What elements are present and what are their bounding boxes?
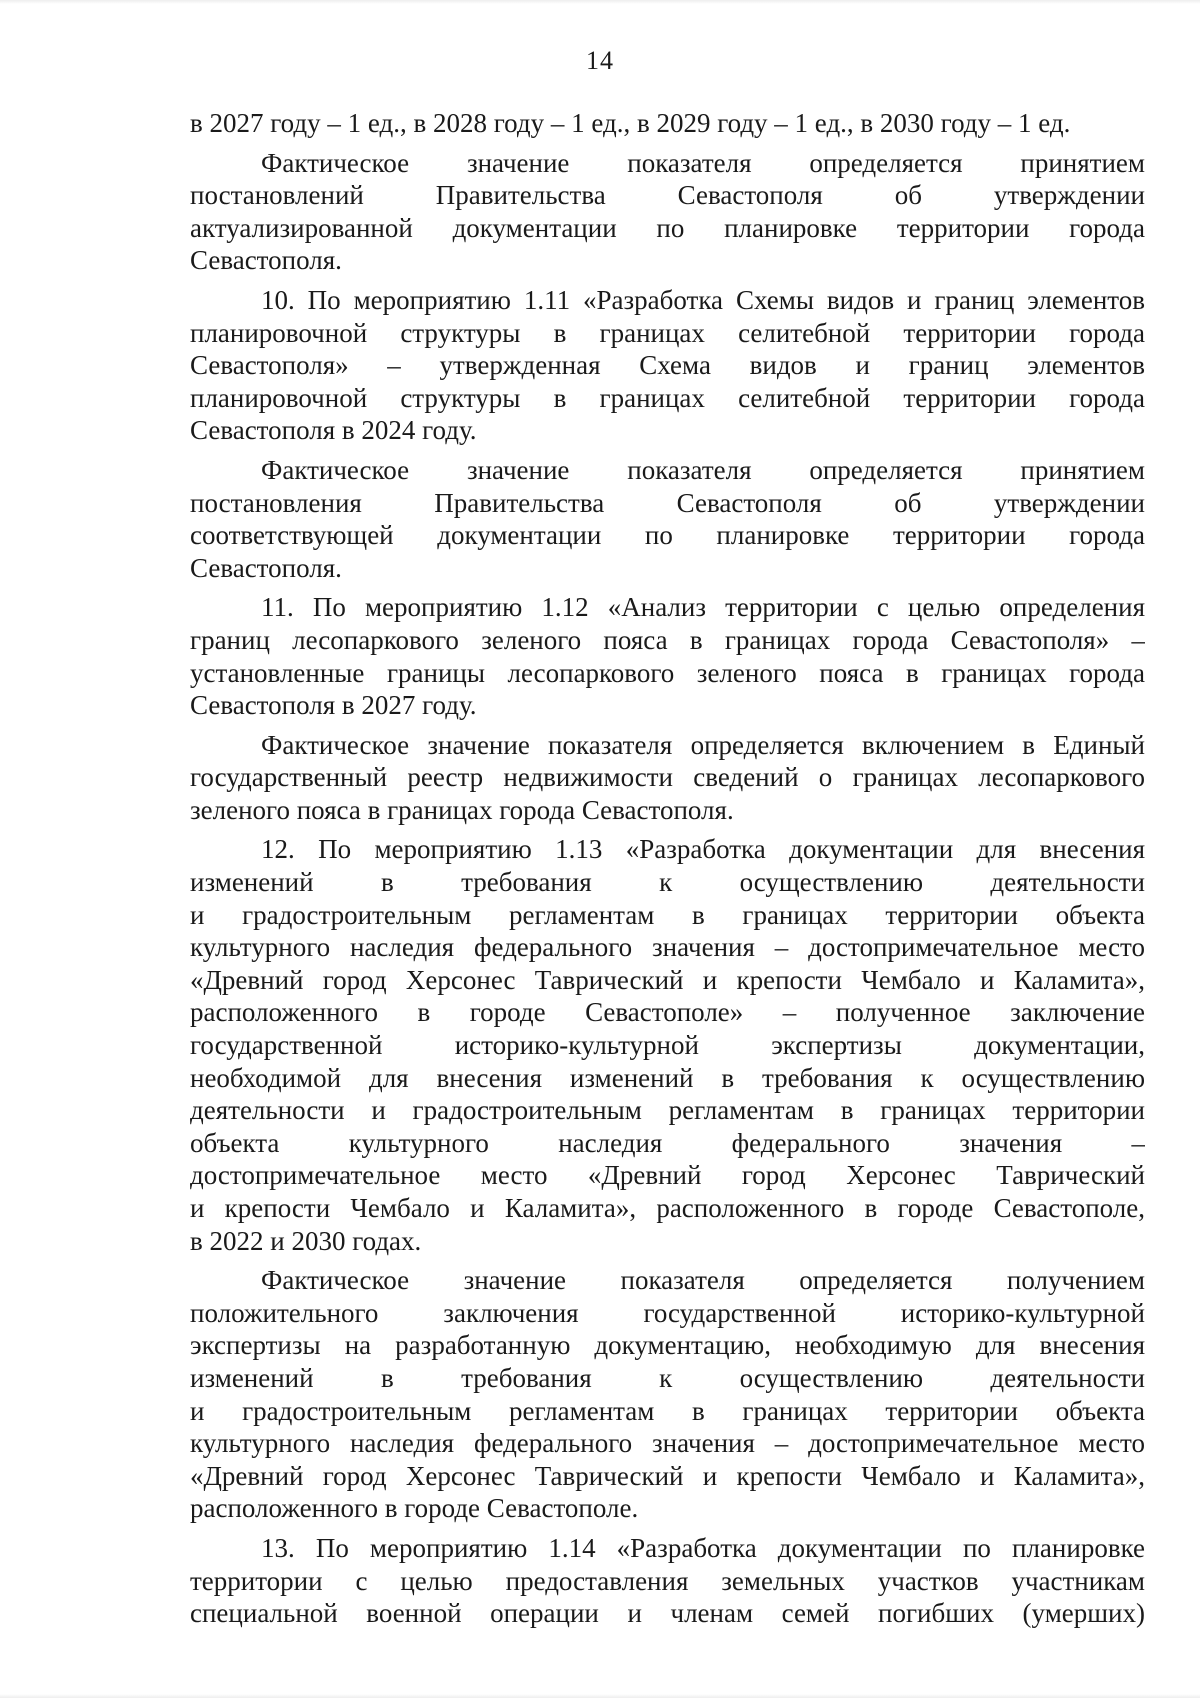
- text-line: Фактическое значение показателя определяется получением: [261, 1265, 1145, 1296]
- text-line: планировочной структуры в границах селитебной территории города: [190, 317, 1145, 348]
- paragraph: [190, 1264, 1145, 1525]
- paragraph: [190, 147, 1145, 277]
- page-number: 14: [586, 46, 614, 75]
- text-line: Фактическое значение показателя определяется включением в Единый: [261, 729, 1145, 760]
- document-body: [190, 107, 1145, 1637]
- text-line: Севастополя в 2024 году.: [190, 415, 477, 446]
- text-line: и градостроительным регламентам в границах территории объекта: [190, 899, 1145, 930]
- text-line: актуализированной документации по планировке территории города: [190, 212, 1145, 243]
- text-line: зеленого пояса в границах города Севастополя.: [190, 794, 734, 825]
- text-line: Фактическое значение показателя определяется принятием: [261, 454, 1145, 485]
- text-line: границ лесопаркового зеленого пояса в границах города Севастополя» –: [190, 624, 1145, 655]
- text-line: 12. По мероприятию 1.13 «Разработка документации для внесения: [261, 834, 1145, 865]
- text-line: Севастополя в 2027 году.: [190, 690, 477, 721]
- text-line: расположенного в городе Севастополе» – полученное заключение: [190, 997, 1145, 1028]
- text-line: 13. По мероприятию 1.14 «Разработка документации по планировке: [261, 1532, 1145, 1563]
- text-line: территории с целью предоставления земельных участков участникам: [190, 1565, 1145, 1596]
- text-line: объекта культурного наследия федерального значения –: [190, 1127, 1145, 1158]
- paragraph: [190, 1532, 1145, 1630]
- text-line: планировочной структуры в границах селитебной территории города: [190, 382, 1145, 413]
- text-line: положительного заключения государственной историко-культурной: [190, 1297, 1145, 1328]
- text-line: деятельности и градостроительным регламентам в границах территории: [190, 1095, 1145, 1126]
- text-line: Севастополя» – утвержденная Схема видов и границ элементов: [190, 350, 1145, 381]
- text-line: расположенного в городе Севастополе.: [190, 1493, 639, 1524]
- text-line: специальной военной операции и членам семей погибших (умерших): [190, 1598, 1145, 1629]
- text-line: Севастополя.: [190, 552, 342, 583]
- text-line: «Древний город Херсонес Таврический и крепости Чембало и Каламита»,: [190, 964, 1145, 995]
- text-line: соответствующей документации по планировке территории города: [190, 520, 1145, 551]
- text-line: установленные границы лесопаркового зеленого пояса в границах города: [190, 657, 1145, 688]
- text-line: государственной историко-культурной экспертизы документации,: [190, 1030, 1145, 1061]
- text-line: 10. По мероприятию 1.11 «Разработка Схемы видов и границ элементов: [261, 284, 1145, 315]
- text-line: в 2027 году – 1 ед., в 2028 году – 1 ед., в 2029 году – 1 ед., в 2030 году – 1 ед.: [190, 108, 1071, 138]
- text-line: Севастополя.: [190, 245, 342, 276]
- text-line: 11. По мероприятию 1.12 «Анализ территории с целью определения: [261, 592, 1145, 623]
- text-line: экспертизы на разработанную документацию, необходимую для внесения: [190, 1330, 1145, 1361]
- text-line: и градостроительным регламентам в границах территории объекта: [190, 1395, 1145, 1426]
- text-line: постановлений Правительства Севастополя об утверждении: [190, 180, 1145, 211]
- text-line: и крепости Чембало и Каламита», расположенного в городе Севастополе,: [190, 1193, 1145, 1223]
- paragraph: [190, 284, 1145, 447]
- scan-edge-bottom: [0, 1694, 1200, 1698]
- text-line: культурного наследия федерального значения – достопримечательное место: [190, 1428, 1145, 1459]
- text-line: в 2022 и 2030 годах.: [190, 1225, 422, 1256]
- text-line: государственный реестр недвижимости сведений о границах лесопаркового: [190, 762, 1145, 793]
- text-line: необходимой для внесения изменений в требования к осуществлению: [190, 1062, 1145, 1093]
- paragraph: [190, 107, 1145, 140]
- text-line: изменений в требования к осуществлению деятельности: [190, 1362, 1145, 1393]
- text-line: достопримечательное место «Древний город Херсонес Таврический: [190, 1160, 1145, 1191]
- paragraph: [190, 454, 1145, 584]
- text-line: культурного наследия федерального значения – достопримечательное место: [190, 932, 1145, 963]
- text-line: «Древний город Херсонес Таврический и крепости Чембало и Каламита»,: [190, 1460, 1145, 1491]
- text-line: постановления Правительства Севастополя об утверждении: [190, 487, 1145, 518]
- paragraph: [190, 591, 1145, 721]
- paragraph: [190, 729, 1145, 827]
- text-line: изменений в требования к осуществлению деятельности: [190, 867, 1145, 898]
- paragraph: [190, 833, 1145, 1257]
- scan-edge-top: [0, 0, 1200, 4]
- text-line: Фактическое значение показателя определяется принятием: [261, 147, 1145, 178]
